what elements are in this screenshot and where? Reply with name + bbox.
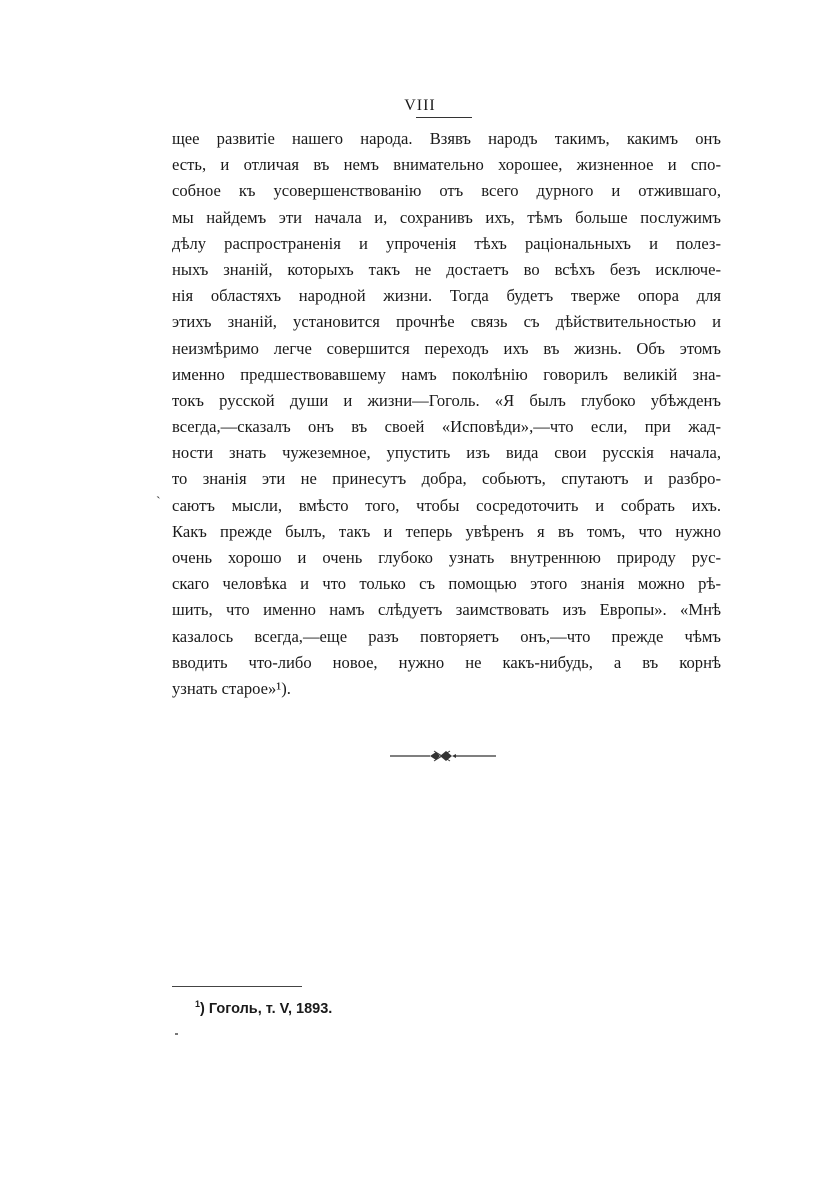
footnote-marker: 1	[195, 999, 201, 1009]
margin-mark: ˋ	[156, 495, 161, 510]
text-line: нія областяхъ народной жизни. Тогда будетъ тверже опора для	[172, 286, 721, 306]
text-line: щее развитіе нашего народа. Взявъ народъ такимъ, какимъ онъ	[172, 129, 721, 148]
footnote	[195, 999, 332, 1017]
text-line: есть, и отличая въ немъ внимательно хорошее, жизненное и спо-	[172, 155, 721, 175]
page-number-rule	[416, 117, 472, 118]
text-line: саютъ мысли, вмѣсто того, чтобы сосредоточить и собрать ихъ.	[172, 495, 721, 515]
page-speck	[175, 1033, 178, 1035]
text-line: то знанія эти не принесутъ добра, собьютъ, спутаютъ и разбро-	[172, 469, 721, 489]
text-line: именно предшествовавшему намъ поколѣнію говорилъ великій зна-	[172, 364, 721, 384]
text-line: вводить что-либо новое, нужно не какъ-нибудь, а въ корнѣ	[172, 652, 721, 672]
text-line: шить, что именно намъ слѣдуетъ заимствовать изъ Европы». «Мнѣ	[172, 600, 721, 620]
text-line: скаго человѣка и что только съ помощью этого знанія можно рѣ-	[172, 574, 721, 594]
footnote-text: ) Гоголь, т. V, 1893.	[200, 1000, 333, 1017]
body-text	[172, 126, 721, 702]
text-line: неизмѣримо легче совершится переходъ ихъ въ жизнь. Объ этомъ	[172, 338, 721, 358]
text-line: мы найдемъ эти начала и, сохранивъ ихъ, тѣмъ больше послужимъ	[172, 207, 721, 227]
text-line: ности знать чужеземное, упустить изъ вида свои русскія начала,	[172, 443, 721, 463]
text-line: казалось всегда,—еще разъ повторяетъ онъ,—что прежде чѣмъ	[172, 626, 721, 646]
text-line: Какъ прежде былъ, такъ и теперь увѣренъ я въ томъ, что нужно	[172, 521, 721, 541]
text-line: токъ русской души и жизни—Гоголь. «Я былъ глубоко убѣжденъ	[172, 390, 721, 410]
page-number: VIII	[404, 97, 436, 114]
text-line: этихъ знаній, установится прочнѣе связь съ дѣйствительностью и	[172, 312, 721, 332]
text-line-last: узнать старое»¹).	[172, 678, 291, 698]
text-line: дѣлу распространенія и упроченія тѣхъ раціональныхъ и полез-	[172, 233, 721, 253]
text-line: очень хорошо и очень глубоко узнать внутреннюю природу рус-	[172, 548, 721, 567]
text-line: ныхъ знаній, которыхъ такъ не достаетъ во всѣхъ безъ исключе-	[172, 259, 721, 279]
text-line: всегда,—сказалъ онъ въ своей «Исповѣди»,—что если, при жад-	[172, 417, 721, 437]
footnote-rule	[172, 986, 302, 987]
text-line: собное къ усовершенствованію отъ всего дурного и отжившаго,	[172, 181, 721, 201]
ornament-divider	[388, 748, 498, 764]
